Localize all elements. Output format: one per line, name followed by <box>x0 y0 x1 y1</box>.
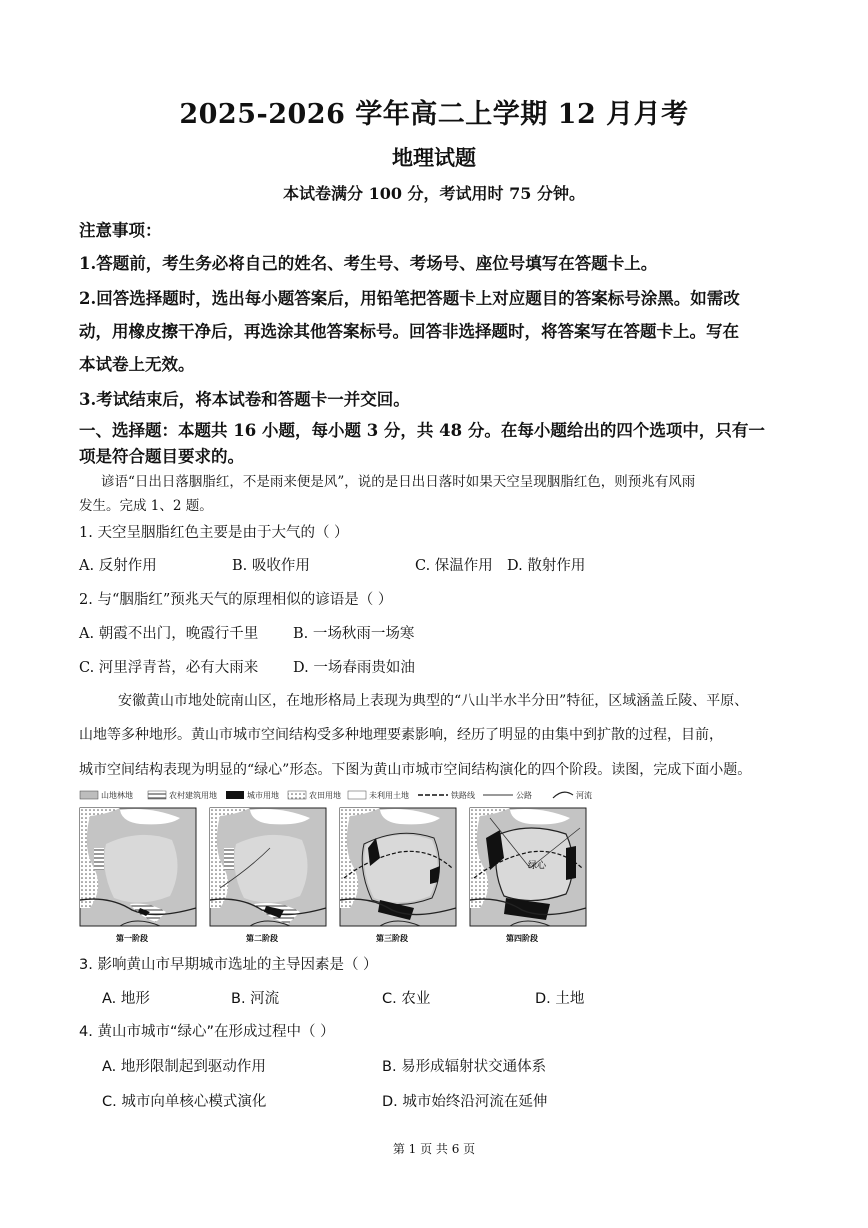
svg-text:河流: 河流 <box>576 791 592 800</box>
question-2-option-b: B. 一场秋雨一场寒 <box>293 626 415 642</box>
subject-title: 地理试题 <box>392 145 476 170</box>
section-1-heading-line-2: 项是符合题目要求的。 <box>79 447 244 466</box>
stage-1-label: 第一阶段 <box>116 933 148 943</box>
question-3-option-d: D. 土地 <box>535 991 585 1007</box>
section-1-heading-line-1: 一、选择题：本题共 16 小题，每小题 3 分，共 48 分。在每小题给出的四个选项中，只有一 <box>79 421 765 440</box>
question-2-option-c: C. 河里浮青苔，必有大雨来 <box>79 660 259 676</box>
question-4-option-a: A. 地形限制起到驱动作用 <box>102 1059 266 1075</box>
question-4-option-c: C. 城市向单核心模式演化 <box>102 1094 267 1110</box>
question-3-option-c: C. 农业 <box>382 991 431 1007</box>
svg-text:公路: 公路 <box>516 791 532 800</box>
passage-1-line-2: 发生。完成 1、2 题。 <box>79 498 213 514</box>
question-3-option-b: B. 河流 <box>231 991 280 1007</box>
green-heart-label: 绿心 <box>528 861 547 871</box>
notice-item-1: 1.答题前，考生务必将自己的姓名、考生号、考场号、座位号填写在答题卡上。 <box>79 254 658 273</box>
page-number: 第 1 页 共 6 页 <box>392 1142 476 1156</box>
svg-text:农田用地: 农田用地 <box>309 791 341 800</box>
question-4-stem: 4. 黄山市城市“绿心”在形成过程中（ ） <box>79 1024 335 1040</box>
stage-3-label: 第三阶段 <box>376 933 408 943</box>
question-2-option-d: D. 一场春雨贵如油 <box>293 660 415 676</box>
svg-text:农村建筑用地: 农村建筑用地 <box>169 791 217 800</box>
stage-4-map <box>470 808 586 926</box>
exam-title: 2025-2026 学年高二上学期 12 月月考 <box>179 99 689 130</box>
figure-legend <box>80 790 592 800</box>
question-2-stem: 2. 与“胭脂红”预兆天气的原理相似的谚语是（ ） <box>79 592 393 608</box>
question-1-option-a: A. 反射作用 <box>79 558 157 574</box>
passage-2-line-3: 城市空间结构表现为明显的“绿心”形态。下图为黄山市城市空间结构演化的四个阶段。读图，完成下面小题。 <box>79 762 752 778</box>
urban-structure-figure-svg <box>78 788 792 948</box>
stage-2-label: 第二阶段 <box>246 933 278 943</box>
notice-item-2-line-3: 本试卷上无效。 <box>79 355 195 374</box>
notice-item-3: 3.考试结束后，将本试卷和答题卡一并交回。 <box>79 390 410 409</box>
question-3-stem: 3. 影响黄山市早期城市选址的主导因素是（ ） <box>79 957 378 973</box>
passage-1-line-1: 谚语“日出日落胭脂红，不是雨来便是风”，说的是日出日落时如果天空呈现胭脂红色，则预兆有风雨 <box>101 474 696 490</box>
question-2-option-a: A. 朝霞不出门，晚霞行千里 <box>79 626 259 642</box>
question-1-stem: 1. 天空呈胭脂红色主要是由于大气的（ ） <box>79 525 349 541</box>
notice-item-2-line-2: 动，用橡皮擦干净后，再选涂其他答案标号。回答非选择题时，将答案写在答题卡上。写在 <box>79 322 739 341</box>
stage-4-label: 第四阶段 <box>506 933 538 943</box>
notice-heading: 注意事项： <box>79 221 162 240</box>
question-1-option-c: C. 保温作用 <box>415 558 493 574</box>
svg-text:铁路线: 铁路线 <box>451 791 475 800</box>
question-3-option-a: A. 地形 <box>102 991 150 1007</box>
notice-item-2-line-1: 2.回答选择题时，选出每小题答案后，用铅笔把答题卡上对应题目的答案标号涂黑。如需改 <box>79 289 740 308</box>
stage-2-map <box>210 808 326 926</box>
svg-text:城市用地: 城市用地 <box>247 791 279 800</box>
stage-1-map <box>80 808 196 926</box>
svg-text:山地林地: 山地林地 <box>101 791 133 800</box>
question-1-option-d: D. 散射作用 <box>507 558 586 574</box>
svg-text:未利用土地: 未利用土地 <box>369 791 409 800</box>
urban-structure-figure <box>78 788 792 948</box>
exam-meta: 本试卷满分 100 分，考试用时 75 分钟。 <box>283 184 585 203</box>
passage-2-line-1: 安徽黄山市地处皖南山区，在地形格局上表现为典型的“八山半水半分田”特征，区域涵盖丘陵、平原、 <box>118 693 749 709</box>
question-4-option-b: B. 易形成辐射状交通体系 <box>382 1059 547 1075</box>
question-4-option-d: D. 城市始终沿河流在延伸 <box>382 1094 548 1110</box>
question-1-option-b: B. 吸收作用 <box>232 558 310 574</box>
stage-3-map <box>340 808 456 926</box>
passage-2-line-2: 山地等多种地形。黄山市城市空间结构受多种地理要素影响，经历了明显的由集中到扩散的过程，目前， <box>79 727 723 743</box>
